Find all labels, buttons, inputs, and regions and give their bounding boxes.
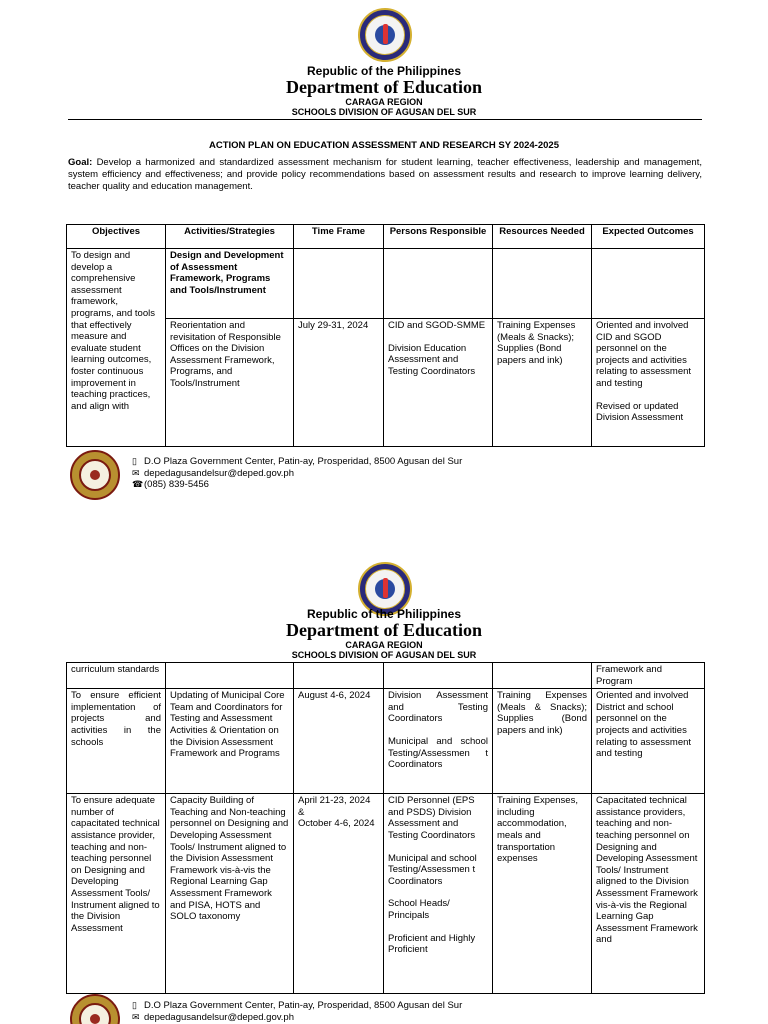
activity-cell: Capacity Building of Teaching and Non-teaching personnel on Designing and Developing Assessment Tools/ Instrument aligned to the Division Assessment Framework vis-à-vis the Regional Learning Gap Assessment Framework and PISA, HOTS and SOLO taxonomy: [166, 794, 294, 994]
email-icon: ✉: [132, 467, 140, 478]
persons-cell: Division Assessment and Testing Coordinators Municipal and school Testing/Assessmen t Coordinators: [384, 689, 493, 794]
footer-phone: (085) 839-5456: [144, 479, 209, 490]
outcome-cell: Framework and Program: [592, 663, 705, 689]
location-icon: ▯: [132, 1000, 137, 1010]
objective-cell: To design and develop a comprehensive assessment framework, programs, and tools that effectively measure and evaluate student learning outcomes, foster continuous improvement in teaching practices, and align with: [67, 249, 166, 447]
objective-cell: To ensure adequate number of capacitated technical assistance provider, teaching and non-teaching personnel on Designing and Developing Assessment Tools/ Instrument aligned to the Division Assessment: [67, 794, 166, 994]
persons-cell: CID and SGOD-SMME Division Education Assessment and Testing Coordinators: [384, 319, 493, 447]
region-heading: CARAGA REGION: [345, 640, 423, 650]
resources-cell: Training Expenses (Meals & Snacks); Supplies (Bond papers and ink): [493, 689, 592, 794]
table-row: [67, 689, 705, 794]
department-heading: Department of Education: [286, 620, 482, 640]
persons-cell: CID Personnel (EPS and PSDS) Division Assessment and Testing Coordinators Municipal and school Testing/Assessmen t Coordinators School Heads/ Principals Proficient and Highly Proficient: [384, 794, 493, 994]
time-frame-cell: August 4-6, 2024: [294, 689, 384, 794]
table-row: [67, 249, 705, 319]
action-plan-table-continued: [66, 662, 705, 994]
page-1: [0, 0, 768, 500]
footer-contact: [132, 456, 462, 491]
table-header-row: [67, 225, 705, 249]
goal-text: Develop a harmonized and standardized assessment mechanism for student learning, teacher effectiveness, leadership and management, system efficiency and effectiveness; and provide policy recommendations based on assessment results and research to improve learning delivery, teacher quality and education management.: [68, 157, 702, 192]
column-header: Activities/Strategies: [166, 225, 294, 249]
section-heading-cell: Design and Development of Assessment Framework, Programs and Tools/Instrument: [166, 249, 294, 319]
time-frame-cell: July 29-31, 2024: [294, 319, 384, 447]
footer-email: depedagusandelsur@deped.gov.ph: [144, 1011, 294, 1023]
footer-email: depedagusandelsur@deped.gov.ph: [144, 467, 294, 479]
footer-contact: [132, 1000, 462, 1023]
column-header: Time Frame: [294, 225, 384, 249]
column-header: Resources Needed: [493, 225, 592, 249]
division-heading: SCHOOLS DIVISION OF AGUSAN DEL SUR: [291, 107, 477, 117]
phone-icon: ☎: [132, 479, 144, 489]
objective-cell: curriculum standards: [67, 663, 166, 689]
outcome-cell: Capacitated technical assistance providers, teaching and non-teaching personnel on Designing and Developing Assessment Tools/ Instrument aligned to the Division Assessment Framework vis-à-vis the Regional Learning Gap Assessment Framework and: [592, 794, 705, 994]
objective-cell: To ensure efficient implementation of projects and activities in the schools: [67, 689, 166, 794]
activity-cell: Updating of Municipal Core Team and Coordinators for Testing and Assessment Activities & Orientation on the Division Assessment Framework and Programs: [166, 689, 294, 794]
department-heading: Department of Education: [286, 77, 482, 97]
republic-heading: Republic of the Philippines: [306, 607, 461, 621]
resources-cell: Training Expenses (Meals & Snacks); Supplies (Bond papers and ink): [493, 319, 592, 447]
document-title: ACTION PLAN ON EDUCATION ASSESSMENT AND RESEARCH SY 2024-2025: [209, 140, 559, 151]
location-icon: ▯: [132, 456, 137, 466]
division-heading: SCHOOLS DIVISION OF AGUSAN DEL SUR: [291, 650, 477, 660]
column-header: Persons Responsible: [384, 225, 493, 249]
division-logo-icon: [70, 450, 120, 500]
division-logo-icon: [70, 994, 120, 1024]
footer-address: D.O Plaza Government Center, Patin-ay, Prosperidad, 8500 Agusan del Sur: [144, 456, 463, 467]
deped-seal-icon: [358, 8, 412, 62]
outcome-cell: Oriented and involved District and school personnel on the projects and activities relating to assessment and testing: [592, 689, 705, 794]
header-divider: [68, 119, 702, 120]
email-icon: ✉: [132, 1011, 140, 1022]
column-header: Objectives: [67, 225, 166, 249]
table-row: [67, 663, 705, 689]
resources-cell: Training Expenses, including accommodation, meals and transportation expenses: [493, 794, 592, 994]
page-2: [0, 560, 768, 1024]
table-row: [67, 794, 705, 994]
column-header: Expected Outcomes: [592, 225, 705, 249]
outcome-cell: Oriented and involved CID and SGOD personnel on the projects and activities relating to assessment and testing Revised or updated Division Assessment: [592, 319, 705, 447]
activity-cell: Reorientation and revisitation of Responsible Offices on the Division Assessment Framework, Programs, and Tools/Instrument: [166, 319, 294, 447]
time-frame-cell: April 21-23, 2024 & October 4-6, 2024: [294, 794, 384, 994]
footer-address: D.O Plaza Government Center, Patin-ay, Prosperidad, 8500 Agusan del Sur: [144, 1000, 463, 1011]
region-heading: CARAGA REGION: [345, 97, 423, 107]
goal-label: Goal:: [68, 157, 93, 168]
goal-paragraph: [68, 157, 702, 192]
republic-heading: Republic of the Philippines: [306, 64, 461, 78]
action-plan-table: [66, 224, 705, 447]
